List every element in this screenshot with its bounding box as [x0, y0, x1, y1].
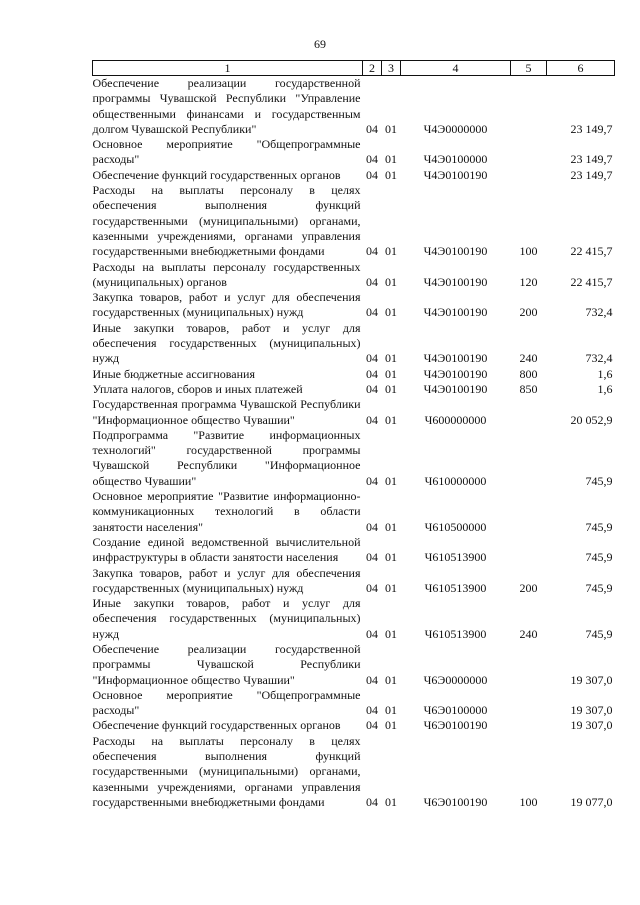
table-header — [93, 61, 615, 76]
row-expense-type — [511, 718, 547, 733]
row-description: Обеспечение реализации государственной программы Чувашской Республики "Информационное общество Чувашии" — [92, 641, 361, 687]
row-subsection: 01 — [385, 473, 397, 488]
header-col-5: 5 — [511, 61, 547, 76]
row-expense-type: 100 — [519, 244, 538, 259]
table-row — [93, 688, 615, 719]
row-expense-type: 800 — [519, 366, 538, 381]
row-expense-type — [511, 642, 547, 688]
row-subsection: 01 — [385, 412, 397, 427]
row-description: Основное мероприятие "Общепрограммные расходы" — [92, 687, 361, 718]
row-target-article: Ч610513900 — [424, 580, 487, 595]
table-row — [93, 489, 615, 535]
row-amount: 1,6 — [597, 366, 613, 381]
table-row — [93, 397, 615, 428]
row-amount: 745,9 — [585, 580, 613, 595]
row-amount: 23 149,7 — [570, 167, 613, 182]
row-expense-type: 240 — [519, 626, 538, 641]
row-expense-type: 200 — [519, 305, 538, 320]
row-expense-type — [511, 489, 547, 535]
row-target-article: Ч4Э0100190 — [423, 167, 488, 182]
row-target-article: Ч610500000 — [424, 519, 487, 534]
header-col-1: 1 — [93, 61, 363, 76]
row-description: Основное мероприятие "Развитие информационно-коммуникационных технологий в области занятости населения" — [92, 489, 361, 534]
row-section: 04 — [366, 626, 378, 641]
row-target-article: Ч610513900 — [424, 550, 487, 565]
row-amount: 19 307,0 — [570, 718, 613, 733]
row-subsection: 01 — [385, 718, 397, 733]
row-target-article: Ч4Э0100190 — [423, 244, 488, 259]
row-description: Основное мероприятие "Общепрограммные расходы" — [92, 137, 361, 167]
table-body — [93, 76, 615, 811]
row-target-article: Ч4Э0100190 — [423, 305, 488, 320]
row-amount: 732,4 — [585, 351, 613, 366]
row-expense-type — [511, 397, 547, 428]
row-expense-type: 240 — [519, 351, 538, 366]
table-row — [93, 321, 615, 367]
table-row — [93, 535, 615, 566]
row-subsection: 01 — [385, 152, 397, 167]
row-amount: 19 307,0 — [570, 672, 613, 687]
row-target-article: Ч610513900 — [424, 626, 487, 641]
row-subsection: 01 — [385, 672, 397, 687]
row-description: Обеспечение реализации государственной программы Чувашской Республики "Управление общественными финансами и государственным долгом Чувашской Республики" — [92, 76, 361, 136]
row-amount: 23 149,7 — [570, 121, 613, 136]
row-target-article: Ч4Э0100000 — [423, 152, 488, 167]
table-row — [93, 137, 615, 168]
row-section: 04 — [366, 351, 378, 366]
row-target-article: Ч6Э0100190 — [423, 718, 488, 733]
header-col-6: 6 — [547, 61, 615, 76]
row-subsection: 01 — [385, 305, 397, 320]
row-amount: 732,4 — [585, 305, 613, 320]
table-row — [93, 718, 615, 733]
row-section: 04 — [366, 167, 378, 182]
row-section: 04 — [366, 580, 378, 595]
row-subsection: 01 — [385, 244, 397, 259]
row-expense-type: 120 — [519, 274, 538, 289]
row-expense-type — [511, 76, 547, 138]
row-subsection: 01 — [385, 580, 397, 595]
row-description: Закупка товаров, работ и услуг для обеспечения государственных (муниципальных) нужд — [92, 565, 361, 595]
budget-table — [92, 60, 615, 810]
row-description: Обеспечение функций государственных органов — [92, 167, 341, 182]
row-subsection: 01 — [385, 351, 397, 366]
row-amount: 745,9 — [585, 626, 613, 641]
row-description: Иные закупки товаров, работ и услуг для обеспечения государственных (муниципальных) нужд — [92, 596, 361, 641]
row-section: 04 — [366, 672, 378, 687]
row-expense-type — [511, 535, 547, 566]
row-amount: 19 077,0 — [570, 794, 613, 809]
row-expense-type — [511, 688, 547, 719]
row-target-article: Ч6Э0000000 — [423, 672, 488, 687]
row-section: 04 — [366, 244, 378, 259]
row-expense-type: 100 — [519, 794, 538, 809]
row-amount: 22 415,7 — [570, 274, 613, 289]
row-section: 04 — [366, 121, 378, 136]
header-col-4: 4 — [401, 61, 511, 76]
row-amount: 745,9 — [585, 550, 613, 565]
row-expense-type — [511, 168, 547, 183]
row-expense-type — [511, 428, 547, 489]
table-row — [93, 596, 615, 642]
row-expense-type: 200 — [519, 580, 538, 595]
row-target-article: Ч4Э0100190 — [423, 274, 488, 289]
row-subsection: 01 — [385, 550, 397, 565]
table-row — [93, 260, 615, 291]
row-amount: 745,9 — [585, 519, 613, 534]
row-subsection: 01 — [385, 703, 397, 718]
row-subsection: 01 — [385, 519, 397, 534]
row-subsection: 01 — [385, 381, 397, 396]
header-col-2: 2 — [363, 61, 382, 76]
row-description: Расходы на выплаты персоналу в целях обеспечения выполнения функций государственными (муниципальными) органами, казенными учреждениями, органами управления государственными внебюджетными фондами — [92, 183, 361, 259]
row-target-article: Ч610000000 — [424, 473, 487, 488]
row-amount: 22 415,7 — [570, 244, 613, 259]
row-subsection: 01 — [385, 366, 397, 381]
table-row — [93, 76, 615, 138]
row-section: 04 — [366, 718, 378, 733]
row-section: 04 — [366, 381, 378, 396]
row-section: 04 — [366, 366, 378, 381]
row-description: Иные закупки товаров, работ и услуг для обеспечения государственных (муниципальных) нужд — [92, 320, 361, 366]
row-subsection: 01 — [385, 794, 397, 809]
row-section: 04 — [366, 794, 378, 809]
row-subsection: 01 — [385, 121, 397, 136]
row-section: 04 — [366, 550, 378, 565]
row-description: Подпрограмма "Развитие информационных технологий" государственной программы Чувашской Республики "Информационное общество Чувашии" — [92, 427, 361, 488]
row-subsection: 01 — [385, 274, 397, 289]
table-row — [93, 183, 615, 259]
table-row — [93, 290, 615, 321]
row-amount: 1,6 — [597, 381, 613, 396]
header-col-3: 3 — [382, 61, 401, 76]
row-section: 04 — [366, 305, 378, 320]
row-section: 04 — [366, 519, 378, 534]
row-section: 04 — [366, 473, 378, 488]
row-amount: 19 307,0 — [570, 703, 613, 718]
row-description: Иные бюджетные ассигнования — [92, 366, 255, 381]
row-target-article: Ч4Э0000000 — [423, 121, 488, 136]
table-row — [93, 367, 615, 382]
row-section: 04 — [366, 703, 378, 718]
row-subsection: 01 — [385, 167, 397, 182]
row-target-article: Ч4Э0100190 — [423, 381, 488, 396]
row-expense-type: 850 — [519, 381, 538, 396]
row-target-article: Ч6Э0100190 — [423, 794, 488, 809]
row-section: 04 — [366, 274, 378, 289]
table-row — [93, 382, 615, 397]
row-description: Расходы на выплаты персоналу в целях обеспечения выполнения функций государственными (муниципальными) органами, казенными учреждениями, органами управления государственными внебюджетными фондами — [92, 733, 361, 809]
row-target-article: Ч600000000 — [424, 412, 487, 427]
table-row — [93, 642, 615, 688]
row-section: 04 — [366, 152, 378, 167]
table-row — [93, 428, 615, 489]
row-description: Уплата налогов, сборов и иных платежей — [92, 381, 303, 396]
row-amount: 23 149,7 — [570, 152, 613, 167]
row-expense-type — [511, 137, 547, 168]
row-amount: 20 052,9 — [570, 412, 613, 427]
row-target-article: Ч4Э0100190 — [423, 351, 488, 366]
row-target-article: Ч4Э0100190 — [423, 366, 488, 381]
row-description: Расходы на выплаты персоналу государственных (муниципальных) органов — [92, 259, 361, 289]
row-subsection: 01 — [385, 626, 397, 641]
table-row — [93, 734, 615, 810]
row-description: Обеспечение функций государственных органов — [92, 718, 341, 733]
table-row — [93, 566, 615, 597]
row-amount: 745,9 — [585, 473, 613, 488]
row-target-article: Ч6Э0100000 — [423, 703, 488, 718]
row-description: Государственная программа Чувашской Республики "Информационное общество Чувашии" — [92, 397, 361, 427]
row-description: Закупка товаров, работ и услуг для обеспечения государственных (муниципальных) нужд — [92, 290, 361, 320]
page-number: 69 — [314, 37, 326, 51]
row-description: Создание единой ведомственной вычислительной инфраструктуры в области занятости населения — [92, 534, 361, 565]
table-row — [93, 168, 615, 183]
row-section: 04 — [366, 412, 378, 427]
